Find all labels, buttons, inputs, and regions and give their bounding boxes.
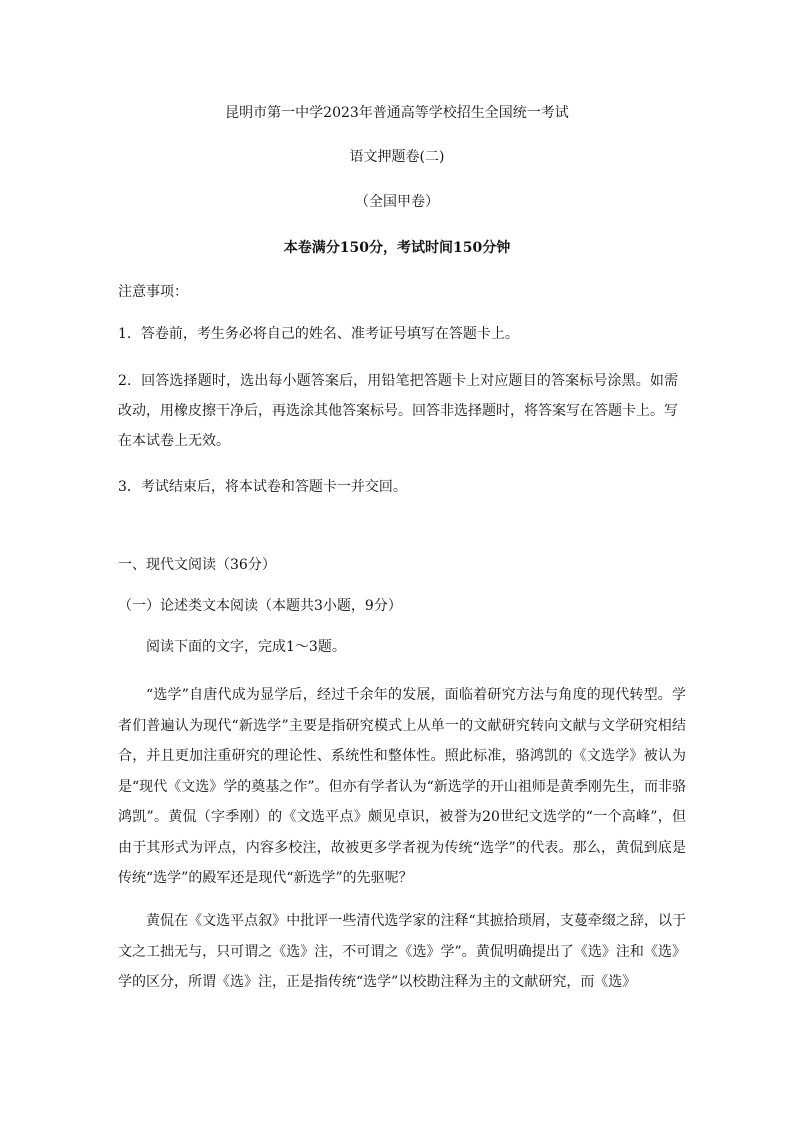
reading-paragraph-1 <box>118 680 686 894</box>
score-time-info: 本卷满分150分，考试时间150分钟 <box>283 240 511 256</box>
exam-subtitle: 语文押题卷(二) <box>349 149 445 165</box>
paper-type: （全国甲卷） <box>355 194 439 210</box>
notice-heading: 注意事项： <box>118 284 188 300</box>
reading-instruction: 阅读下面的文字，完成1～3题。 <box>146 639 346 655</box>
exam-title: 昆明市第一中学2023年普通高等学校招生全国统一考试 <box>225 105 569 121</box>
sub-section-heading: （一）论述类文本阅读（本题共3小题，9分） <box>118 598 402 614</box>
reading-paragraph-2-text: 黄侃在《文选平点叙》中批评一些清代选学家的注释“其摭拾琐屑，支蔓牵缀之辞，以于文之工拙无与，只可谓之《选》注，不可谓之《选》学”。黄侃明确提出了《选》注和《选》学的区分，所谓《选》注，正是指传统“选学”以校勘注释为主的文献研究，而《选》 <box>118 913 686 990</box>
reading-paragraph-1-text: “选学”自唐代成为显学后，经过千余年的发展，面临着研究方法与角度的现代转型。学者们普遍认为现代“新选学”主要是指研究模式上从单一的文献研究转向文献与文学研究相结合，并且更加注重研究的理论性、系统性和整体性。照此标准，骆鸿凯的《文选学》被认为是“现代《文选》学的奠基之作”。但亦有学者认为“新选学的开山祖师是黄季刚先生，而非骆鸿凯”。黄侃（字季刚）的《文选平点》颇见卓识，被誉为20世纪文选学的“一个高峰”，但由于其形式为评点，内容多校注，故被更多学者视为传统“选学”的代表。那么，黄侃到底是传统“选学”的殿军还是现代“新选学”的先驱呢？ <box>118 687 686 886</box>
reading-paragraph-2 <box>118 906 686 998</box>
notice-item-1: 1．答卷前，考生务必将自己的姓名、准考证号填写在答题卡上。 <box>118 326 519 342</box>
section-heading: 一、现代文阅读（36分） <box>118 557 276 573</box>
notice-item-2: 2．回答选择题时，选出每小题答案后，用铅笔把答题卡上对应题目的答案标号涂黑。如需改动，用橡皮擦干净后，再选涂其他答案标号。回答非选择题时，将答案写在答题卡上。写在本试卷上无效。 <box>118 373 678 449</box>
notice-item-3: 3．考试结束后，将本试卷和答题卡一并交回。 <box>118 479 407 495</box>
